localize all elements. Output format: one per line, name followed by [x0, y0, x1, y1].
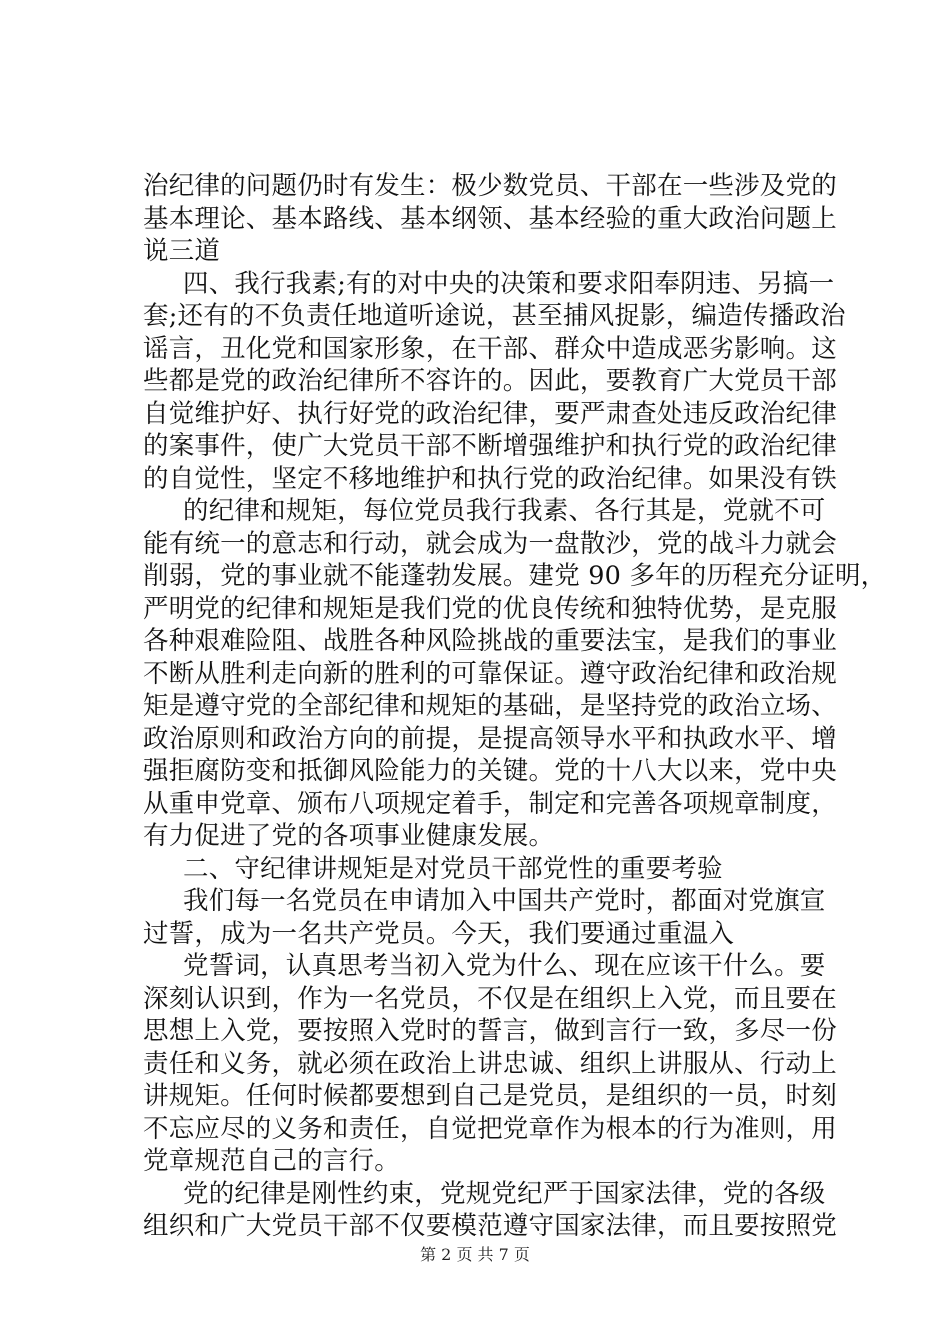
text-line: 些都是党的政治纪律所不容许的。因此，要教育广大党员干部 [143, 366, 837, 396]
text-line: 有力促进了党的各项事业健康发展。 [143, 821, 555, 851]
text-line: 责任和义务，就必须在政治上讲忠诚、组织上讲服从、行动上 [143, 1048, 837, 1079]
text-line: 四、我行我素;有的对中央的决策和要求阳奉阴违、另搞一 [183, 268, 835, 299]
text-line: 我们每一名党员在申请加入中国共产党时，都面对党旗宣 [183, 886, 826, 916]
text-line: 深刻认识到，作为一名党员，不仅是在组织上入党，而且要在 [143, 983, 837, 1014]
text-line: 组织和广大党员干部不仅要模范遵守国家法律，而且要按照党 [143, 1211, 837, 1241]
text-line: 基本理论、基本路线、基本纲领、基本经验的重大政治问题上 [143, 203, 837, 234]
text-line: 治纪律的问题仍时有发生：极少数党员、干部在一些涉及党的 [143, 171, 837, 201]
text-line: 党章规范自己的言行。 [143, 1146, 401, 1176]
text-line: 讲规矩。任何时候都要想到自己是党员，是组织的一员，时刻 [143, 1081, 837, 1111]
text-line: 矩是遵守党的全部纪律和规矩的基础，是坚持党的政治立场、 [143, 691, 837, 721]
text-line: 削弱，党的事业就不能蓬勃发展。建党 90 多年的历程充分证明， [143, 561, 887, 591]
text-line: 各种艰难险阻、战胜各种风险挑战的重要法宝，是我们的事业 [143, 626, 837, 656]
text-line: 谣言，丑化党和国家形象，在干部、群众中造成恶劣影响。这 [143, 333, 837, 364]
text-line: 说三道 [143, 236, 221, 266]
text-line: 不断从胜利走向新的胜利的可靠保证。遵守政治纪律和政治规 [143, 658, 837, 689]
text-line: 政治原则和政治方向的前提，是提高领导水平和执政水平、增 [143, 723, 837, 754]
text-line: 党誓词，认真思考当初入党为什么、现在应该干什么。要 [183, 951, 826, 981]
text-line: 党的纪律是刚性约束，党规党纪严于国家法律，党的各级 [183, 1178, 826, 1209]
text-line: 过誓，成为一名共产党员。今天，我们要通过重温入 [143, 918, 735, 949]
text-line: 二、守纪律讲规矩是对党员干部党性的重要考验 [183, 853, 723, 884]
page-footer: 第 2 页 共 7 页 [420, 1245, 530, 1264]
text-line: 从重申党章、颁布八项规定着手，制定和完善各项规章制度， [143, 788, 837, 819]
text-line: 强拒腐防变和抵御风险能力的关键。党的十八大以来，党中央 [143, 756, 837, 786]
text-line: 套;还有的不负责任地道听途说，甚至捕风捉影，编造传播政治 [143, 301, 846, 331]
text-line: 能有统一的意志和行动，就会成为一盘散沙，党的战斗力就会 [143, 528, 837, 559]
text-line: 的案事件，使广大党员干部不断增强维护和执行党的政治纪律 [143, 431, 837, 461]
text-line: 思想上入党，要按照入党时的誓言，做到言行一致，多尽一份 [143, 1016, 837, 1046]
text-line: 不忘应尽的义务和责任，自觉把党章作为根本的行为准则，用 [143, 1113, 837, 1144]
document-body [143, 170, 887, 1243]
text-line: 严明党的纪律和规矩是我们党的优良传统和独特优势，是克服 [143, 593, 837, 624]
text-line: 的自觉性，坚定不移地维护和执行党的政治纪律。如果没有铁 [143, 463, 837, 494]
text-line: 的纪律和规矩，每位党员我行我素、各行其是，党就不可 [183, 496, 826, 526]
text-line: 自觉维护好、执行好党的政治纪律，要严肃查处违反政治纪律 [143, 398, 837, 429]
